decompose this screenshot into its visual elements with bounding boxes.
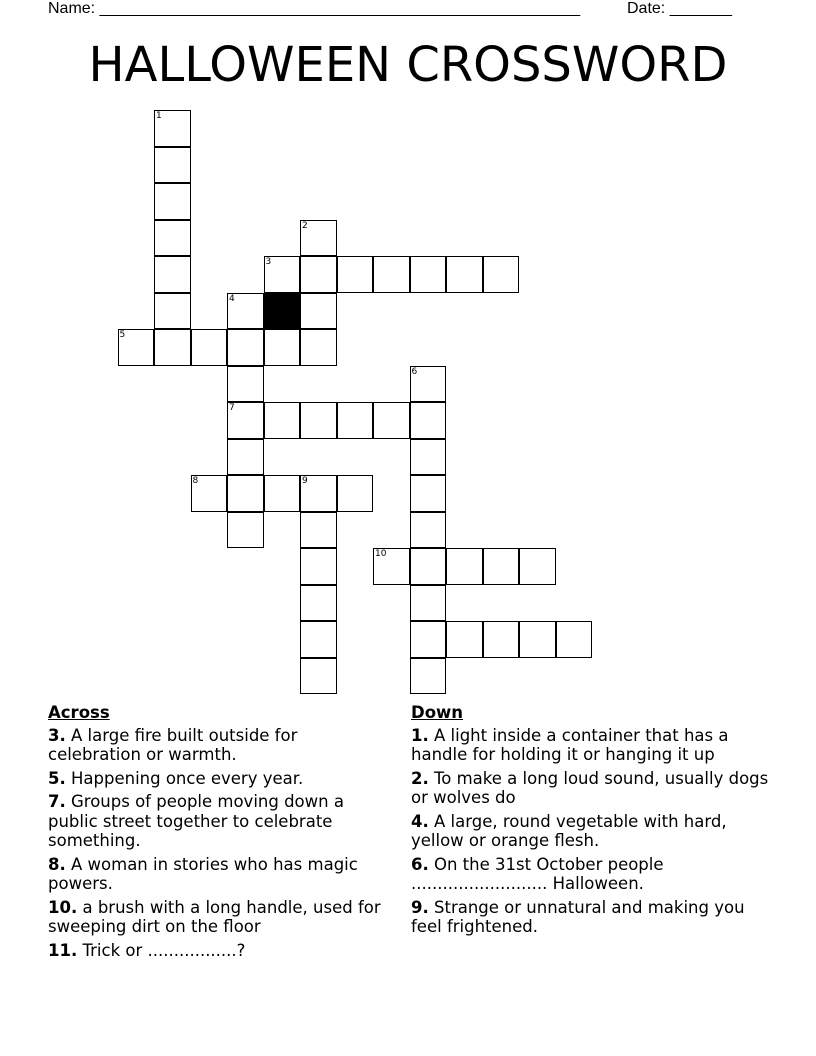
clue-text: On the 31st October people .......................... Halloween. [411, 854, 664, 893]
clue-number-label: 3 [265, 257, 272, 267]
clue-number-label: 7 [229, 403, 235, 413]
grid-cell[interactable] [300, 329, 337, 366]
grid-cell[interactable] [154, 110, 191, 147]
clue-text: A light inside a container that has a handle for holding it or hanging it up [411, 725, 729, 764]
grid-cell[interactable] [300, 293, 337, 330]
grid-cell[interactable] [300, 256, 337, 293]
grid-cell[interactable] [300, 475, 337, 512]
grid-cell[interactable] [410, 512, 447, 549]
grid-cell[interactable] [556, 621, 593, 658]
clue-text: Groups of people moving down a public street together to celebrate something. [48, 792, 344, 850]
clue-number: 5. [48, 768, 66, 788]
clue-number-label: 4 [229, 293, 235, 304]
down-clues [411, 703, 771, 941]
grid-cell[interactable] [410, 256, 447, 293]
clue-number: 3. [48, 725, 66, 745]
clue-text: Happening once every year. [65, 768, 304, 788]
clue-across-8 [48, 855, 388, 894]
grid-cell[interactable] [410, 621, 447, 658]
grid-cell[interactable] [446, 621, 483, 658]
clue-text: Trick or .................? [77, 940, 246, 960]
page-title: HALLOWEEN CROSSWORD [88, 37, 728, 93]
grid-cell[interactable] [483, 256, 520, 293]
clue-number: 9. [411, 897, 429, 917]
grid-cell[interactable] [519, 621, 556, 658]
grid-cell[interactable] [227, 475, 264, 512]
clue-number: 11. [48, 940, 78, 960]
clue-text: A large, round vegetable with hard, yellow or orange flesh. [411, 811, 727, 850]
grid-cell[interactable] [446, 548, 483, 585]
clue-number: 7. [48, 792, 66, 811]
clue-number-label: 1 [156, 111, 162, 121]
grid-cell[interactable] [410, 658, 447, 695]
grid-cell[interactable] [191, 329, 228, 366]
grid-cell[interactable] [373, 402, 410, 439]
clue-number-label: 6 [411, 366, 418, 377]
down-heading: Down [411, 703, 464, 722]
grid-cell[interactable] [227, 329, 264, 366]
clue-number: 4. [411, 811, 429, 831]
clue-down-4 [411, 812, 771, 851]
clue-text: A large fire built outside for celebration or warmth. [48, 725, 298, 764]
grid-cell[interactable] [337, 475, 374, 512]
grid-cell[interactable] [154, 183, 191, 220]
grid-cell[interactable] [373, 256, 410, 293]
grid-cell[interactable] [410, 439, 447, 476]
grid-cell[interactable] [483, 548, 520, 585]
grid-cell[interactable] [227, 512, 264, 549]
grid-cell[interactable] [227, 402, 264, 439]
across-heading: Across [48, 703, 110, 722]
clue-number: 1. [411, 725, 429, 745]
clue-number-label: 8 [192, 476, 199, 486]
clue-number: 8. [48, 854, 66, 874]
clue-across-11 [48, 941, 388, 961]
clue-number: 2. [411, 768, 429, 788]
grid-cell[interactable] [483, 621, 520, 658]
grid-cell[interactable] [373, 548, 410, 585]
clue-down-6 [411, 855, 771, 894]
grid-cell[interactable] [410, 366, 447, 403]
grid-cell[interactable] [227, 366, 264, 403]
clue-number-label: 2 [302, 220, 308, 231]
grid-cell[interactable] [264, 402, 301, 439]
clue-down-1 [411, 726, 771, 765]
grid-cell[interactable] [154, 147, 191, 184]
grid-cell[interactable] [154, 220, 191, 257]
black-cell [264, 293, 301, 330]
grid-cell[interactable] [410, 475, 447, 512]
clue-number: 10. [48, 897, 78, 917]
grid-cell[interactable] [191, 475, 228, 512]
grid-cell[interactable] [410, 548, 447, 585]
clue-across-10 [48, 898, 388, 937]
clue-down-2 [411, 769, 771, 808]
grid-cell[interactable] [118, 329, 155, 366]
clue-number-label: 9 [302, 476, 308, 486]
grid-cell[interactable] [410, 585, 447, 622]
clue-across-5 [48, 769, 388, 789]
across-clues [48, 703, 388, 964]
grid-cell[interactable] [154, 256, 191, 293]
grid-cell[interactable] [300, 621, 337, 658]
grid-cell[interactable] [227, 439, 264, 476]
clue-across-7 [48, 792, 388, 851]
grid-cell[interactable] [264, 329, 301, 366]
grid-cell[interactable] [446, 256, 483, 293]
clue-across-3 [48, 726, 388, 765]
date-field: Date: _______ [627, 0, 732, 17]
grid-cell[interactable] [300, 402, 337, 439]
grid-cell[interactable] [154, 329, 191, 366]
clue-text: a brush with a long handle, used for sweeping dirt on the floor [48, 897, 381, 936]
clue-number-label: 5 [119, 330, 126, 340]
clue-text: Strange or unnatural and making you feel frightened. [411, 897, 745, 936]
grid-cell[interactable] [300, 512, 337, 549]
name-field: Name: ______________________________________________________ [48, 0, 581, 17]
grid-cell[interactable] [410, 402, 447, 439]
grid-cell[interactable] [300, 220, 337, 257]
grid-cell[interactable] [227, 293, 264, 330]
clue-number: 6. [411, 854, 429, 874]
grid-cell[interactable] [264, 256, 301, 293]
clue-number-label: 10 [375, 549, 387, 559]
clue-text: To make a long loud sound, usually dogs or wolves do [411, 768, 769, 807]
grid-cell[interactable] [154, 293, 191, 330]
clue-down-9 [411, 898, 771, 937]
grid-cell[interactable] [300, 658, 337, 695]
clue-text: A woman in stories who has magic powers. [48, 854, 358, 893]
grid-cell[interactable] [337, 402, 374, 439]
grid-cell[interactable] [264, 475, 301, 512]
grid-cell[interactable] [300, 585, 337, 622]
grid-cell[interactable] [337, 256, 374, 293]
grid-cell[interactable] [519, 548, 556, 585]
grid-cell[interactable] [300, 548, 337, 585]
